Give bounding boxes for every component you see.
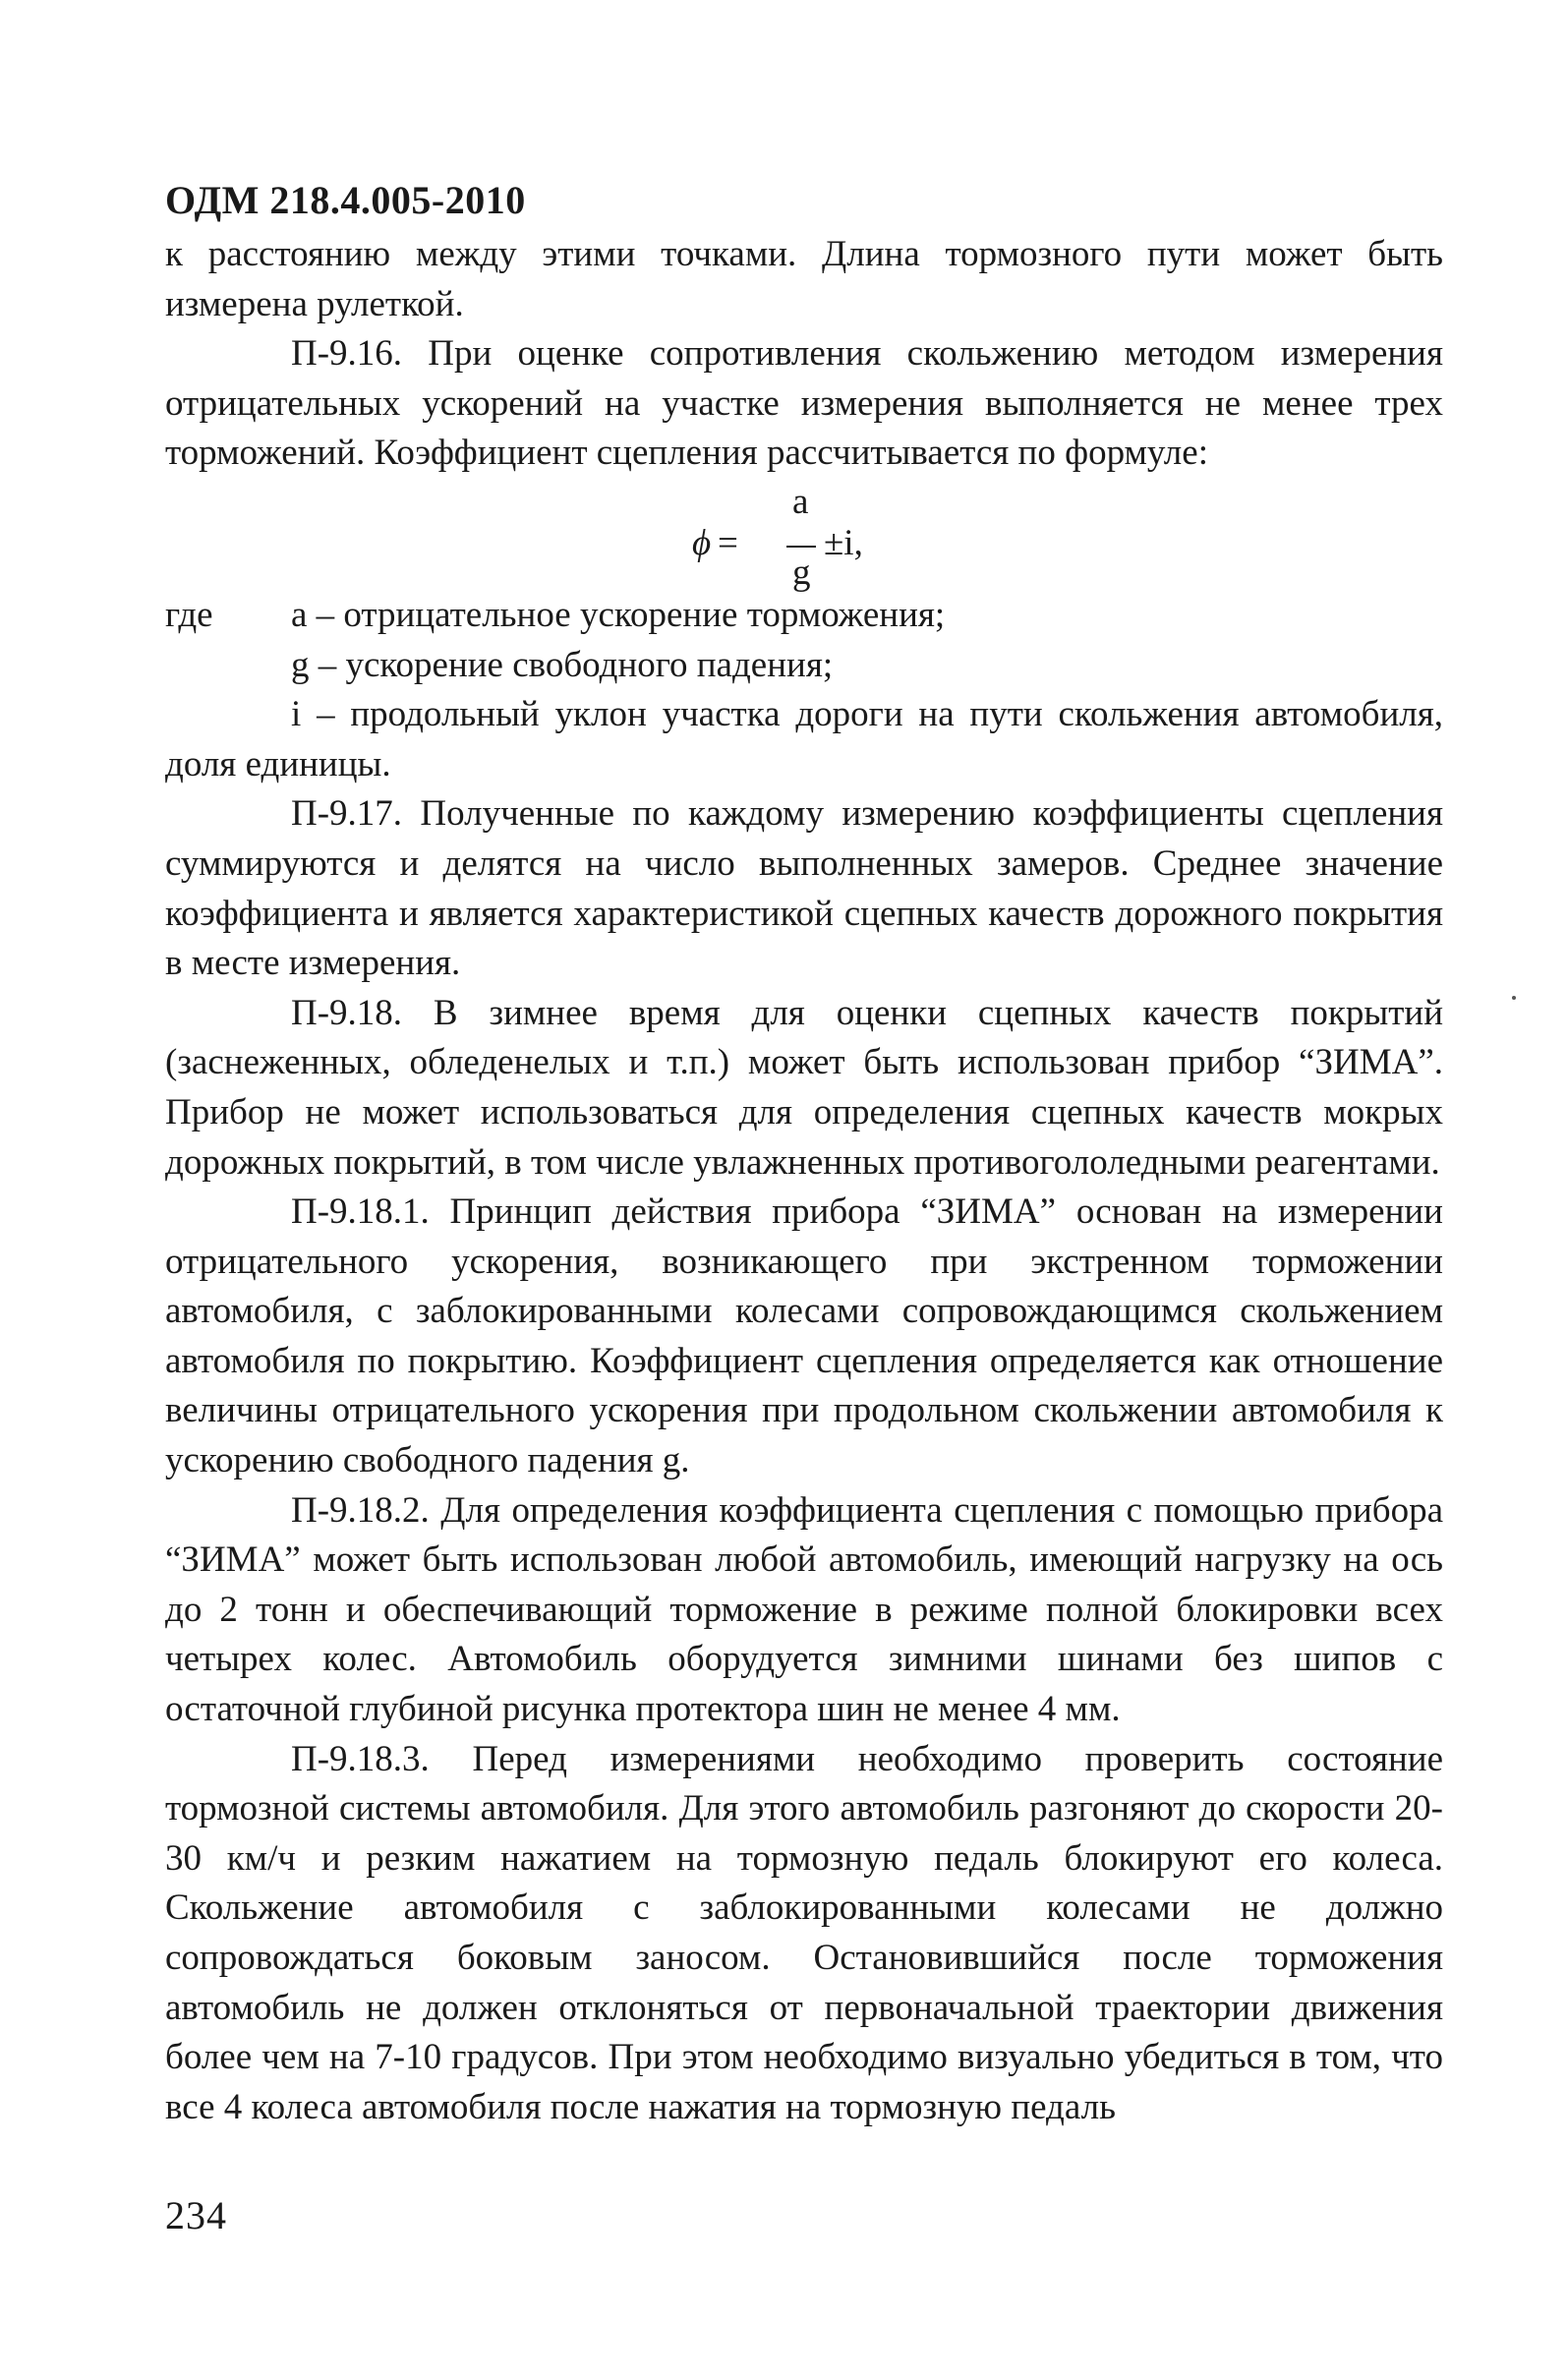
formula-suffix: ±i,: [824, 522, 863, 563]
where-label: где: [165, 594, 213, 635]
definition-a: a – отрицательное ускорение торможения;: [291, 594, 946, 635]
paragraph-continuation: к расстоянию между этими точками. Длина тормозного пути может быть измерена рулеткой.: [165, 234, 1443, 324]
scan-speck: [1512, 996, 1516, 1000]
definition-i: i – продольный уклон участка дороги на пути скольжения автомобиля, доля единицы.: [165, 694, 1443, 784]
friction-formula: [165, 481, 1443, 591]
page-number: 234: [165, 2193, 227, 2237]
paragraph-p-9-17: П-9.17. Полученные по каждому измерению коэффициенты сцепления суммируются и делятся на число выполненных замеров. Среднее значение коэффициента и является характеристикой сцепных качеств дорожного покрытия в месте измерения.: [165, 793, 1443, 984]
formula-equals: =: [718, 522, 738, 563]
definition-a-row: [165, 591, 1443, 641]
document-page: [165, 175, 1443, 2132]
formula-fraction-bar: [786, 546, 816, 548]
definition-g: g – ускорение свободного падения;: [291, 644, 834, 685]
paragraph-p-9-18-1: П-9.18.1. Принцип действия прибора “ЗИМА” основан на измерении отрицательного ускорения, возникающего при экстренном торможении автомобиля, с заблокированными колесами сопровождающимся скольжением автомобиля по покрытию. Коэффициент сцепления определяется как отношение величины отрицательного ускорения при продольном скольжении автомобиля к ускорению свободного падения g.: [165, 1191, 1443, 1481]
paragraph-p-9-18: П-9.18. В зимнее время для оценки сцепных качеств покрытий (заснеженных, обледенелых и т.п.) может быть использован прибор “ЗИМА”. Прибор не может использоваться для определения сцепных качеств мокрых дорожных покрытий, в том числе увлажненных противогололедными реагентами.: [165, 992, 1443, 1183]
paragraph-p-9-16: П-9.16. При оценке сопротивления скольжению методом измерения отрицательных ускорений на участке измерения выполняется не менее трех торможений. Коэффициент сцепления рассчитывается по формуле:: [165, 333, 1443, 474]
paragraph-p-9-18-3: П-9.18.3. Перед измерениями необходимо проверить состояние тормозной системы автомобиля. Для этого автомобиль разгоняют до скорости 20- 30 км/ч и резким нажатием на тормозную педаль блокируют его колеса. Скольжение автомобиля с заблокированными колесами не должно сопровождаться боковым заносом. Остановившийся после торможения автомобиль не должен отклоняться от первоначальной траектории движения более чем на 7-10 градусов. При этом необходимо визуально убедиться в том, что все 4 колеса автомобиля после нажатия на тормозную педаль: [165, 1738, 1443, 2127]
formula-denominator: g: [792, 551, 811, 593]
formula-phi-symbol: ϕ: [692, 522, 712, 563]
paragraph-p-9-18-2: П-9.18.2. Для определения коэффициента сцепления с помощью прибора “ЗИМА” может быть использован любой автомобиль, имеющий нагрузку на ось до 2 тонн и обеспечивающий торможение в режиме полной блокировки всех четырех колес. Автомобиль оборудуется зимними шинами без шипов с остаточной глубиной рисунка протектора шин не менее 4 мм.: [165, 1489, 1443, 1730]
formula-numerator: a: [792, 481, 809, 522]
document-code-header: ОДМ 218.4.005-2010: [165, 178, 526, 222]
